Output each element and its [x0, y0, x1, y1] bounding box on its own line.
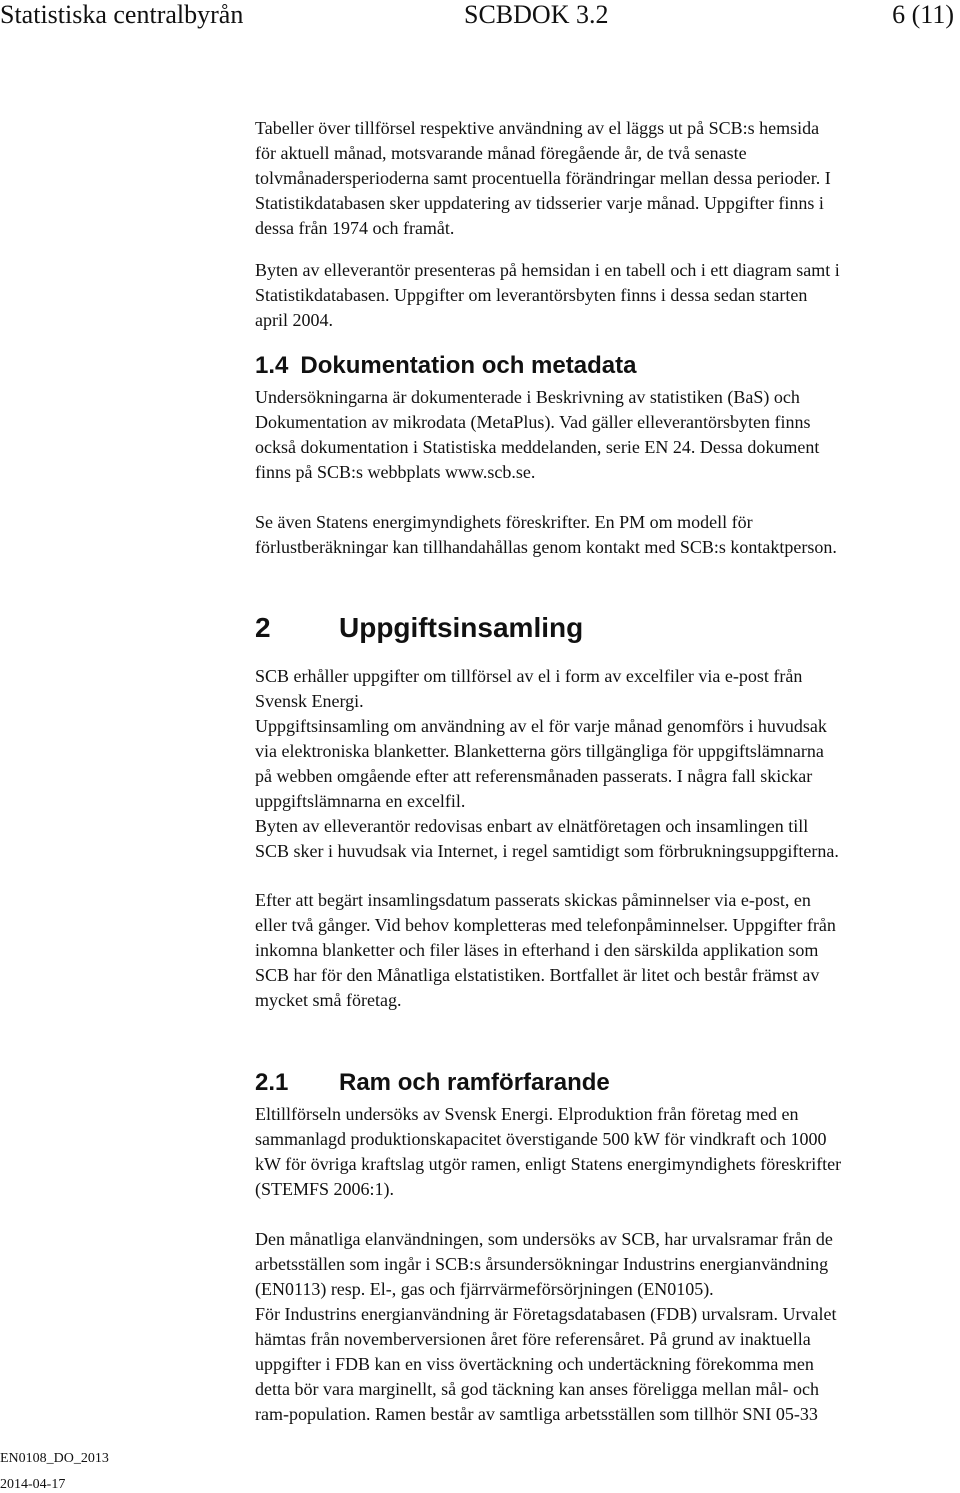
section-1-4-paragraph-1: Undersökningarna är dokumenterade i Beskrivning av statistiken (BaS) och Dokumentation av mikrodata (MetaPlus). Vad gäller elleverantörsbyten finns också dokumentation i Statistiska meddelanden, serie EN 24. Dessa dokument finns på SCB:s webbplats www.scb.se. [255, 387, 820, 482]
footer-date: 2014-04-17 [0, 1477, 66, 1492]
section-2-1-title: Ram och ramförfarande [339, 1069, 610, 1096]
section-2-1-heading [255, 1067, 955, 1099]
section-2-1-paragraph-1: Eltillförseln undersöks av Svensk Energi. Elproduktion från företag med en sammanlagd produktionskapacitet överstigande 500 kW för vindkraft och 1000 kW för övriga kraftslag utgör ramen, enligt Statens energimyndighets föreskrifter (STEMFS 2006:1). [255, 1104, 842, 1199]
section-2-number: 2 [255, 612, 271, 643]
footer-document-id: EN0108_DO_2013 [0, 1451, 109, 1466]
section-2-1-paragraph-2: Den månatliga elanvändningen, som undersöks av SCB, har urvalsramar från de arbetsställen som ingår i SCB:s årsundersökningar Industrins energianvändning (EN0113) resp. El-, gas och fjärrvärmeförsörjningen (EN0105). För Industrins energianvändning är Företagsdatabasen (FDB) urvalsram. Urvalet hämtas från novemberversionen året före referensåret. På grund av inaktuella uppgifter i FDB kan en viss övertäckning och undertäckning förekomma men detta bör vara marginellt, så god täckning kan anses föreligga mellan mål- och ram-population. Ramen består av samtliga arbetsställen som tillhör SNI 05-33 [255, 1229, 837, 1424]
section-1-4-title: Dokumentation och metadata [300, 352, 637, 379]
section-2-title: Uppgiftsinsamling [339, 612, 584, 643]
section-2-paragraph-1: SCB erhåller uppgifter om tillförsel av el i form av excelfiler via e-post från Svensk Energi. Uppgiftsinsamling om användning av el för varje månad genomförs i huvudsak via elektroniska blanketter. Blanketterna görs tillgängliga för uppgiftslämnarna på webben omgående efter att referensmånaden passerats. I några fall skickar uppgiftslämnarna en excelfil. Byten av elleverantör redovisas enbart av elnätföretagen och insamlingen till SCB sker i huvudsak via Internet, i regel samtidigt som förbrukningsuppgifterna. [255, 666, 839, 861]
section-2-heading [255, 610, 955, 646]
section-1-4-number: 1.4 [255, 352, 289, 379]
section-1-4-paragraph-2: Se även Statens energimyndighets föreskrifter. En PM om modell för förlustberäkningar kan tillhandahållas genom kontakt med SCB:s kontaktperson. [255, 512, 837, 557]
section-2-1-number: 2.1 [255, 1069, 289, 1096]
intro-paragraph-1: Tabeller över tillförsel respektive användning av el läggs ut på SCB:s hemsida för aktuell månad, motsvarande månad föregående år, de två senaste tolvmånadersperioderna samt procentuella förändringar mellan dessa perioder. I Statistikdatabasen sker uppdatering av tidsserier varje månad. Uppgifter finns i dessa från 1974 och framåt. [255, 118, 831, 238]
header-document-id: SCBDOK 3.2 [464, 0, 609, 29]
document-body [255, 116, 955, 1427]
page-header [0, 0, 960, 30]
header-organization: Statistiska centralbyrån [0, 0, 244, 29]
header-page-number: 6 (11) [892, 0, 954, 29]
section-1-4-heading [255, 350, 955, 382]
section-2-paragraph-2: Efter att begärt insamlingsdatum passerats skickas påminnelser via e-post, en eller två gånger. Vid behov kompletteras med telefonpåminnelser. Uppgifter från inkomna blanketter och filer läses in efterhand i den särskilda applikation som SCB har för den Månatliga elstatistiken. Bortfallet är litet och består främst av mycket små företag. [255, 890, 836, 1010]
intro-paragraph-2: Byten av elleverantör presenteras på hemsidan i en tabell och i ett diagram samt i Statistikdatabasen. Uppgifter om leverantörsbyten finns i dessa sedan starten april 2004. [255, 260, 840, 330]
